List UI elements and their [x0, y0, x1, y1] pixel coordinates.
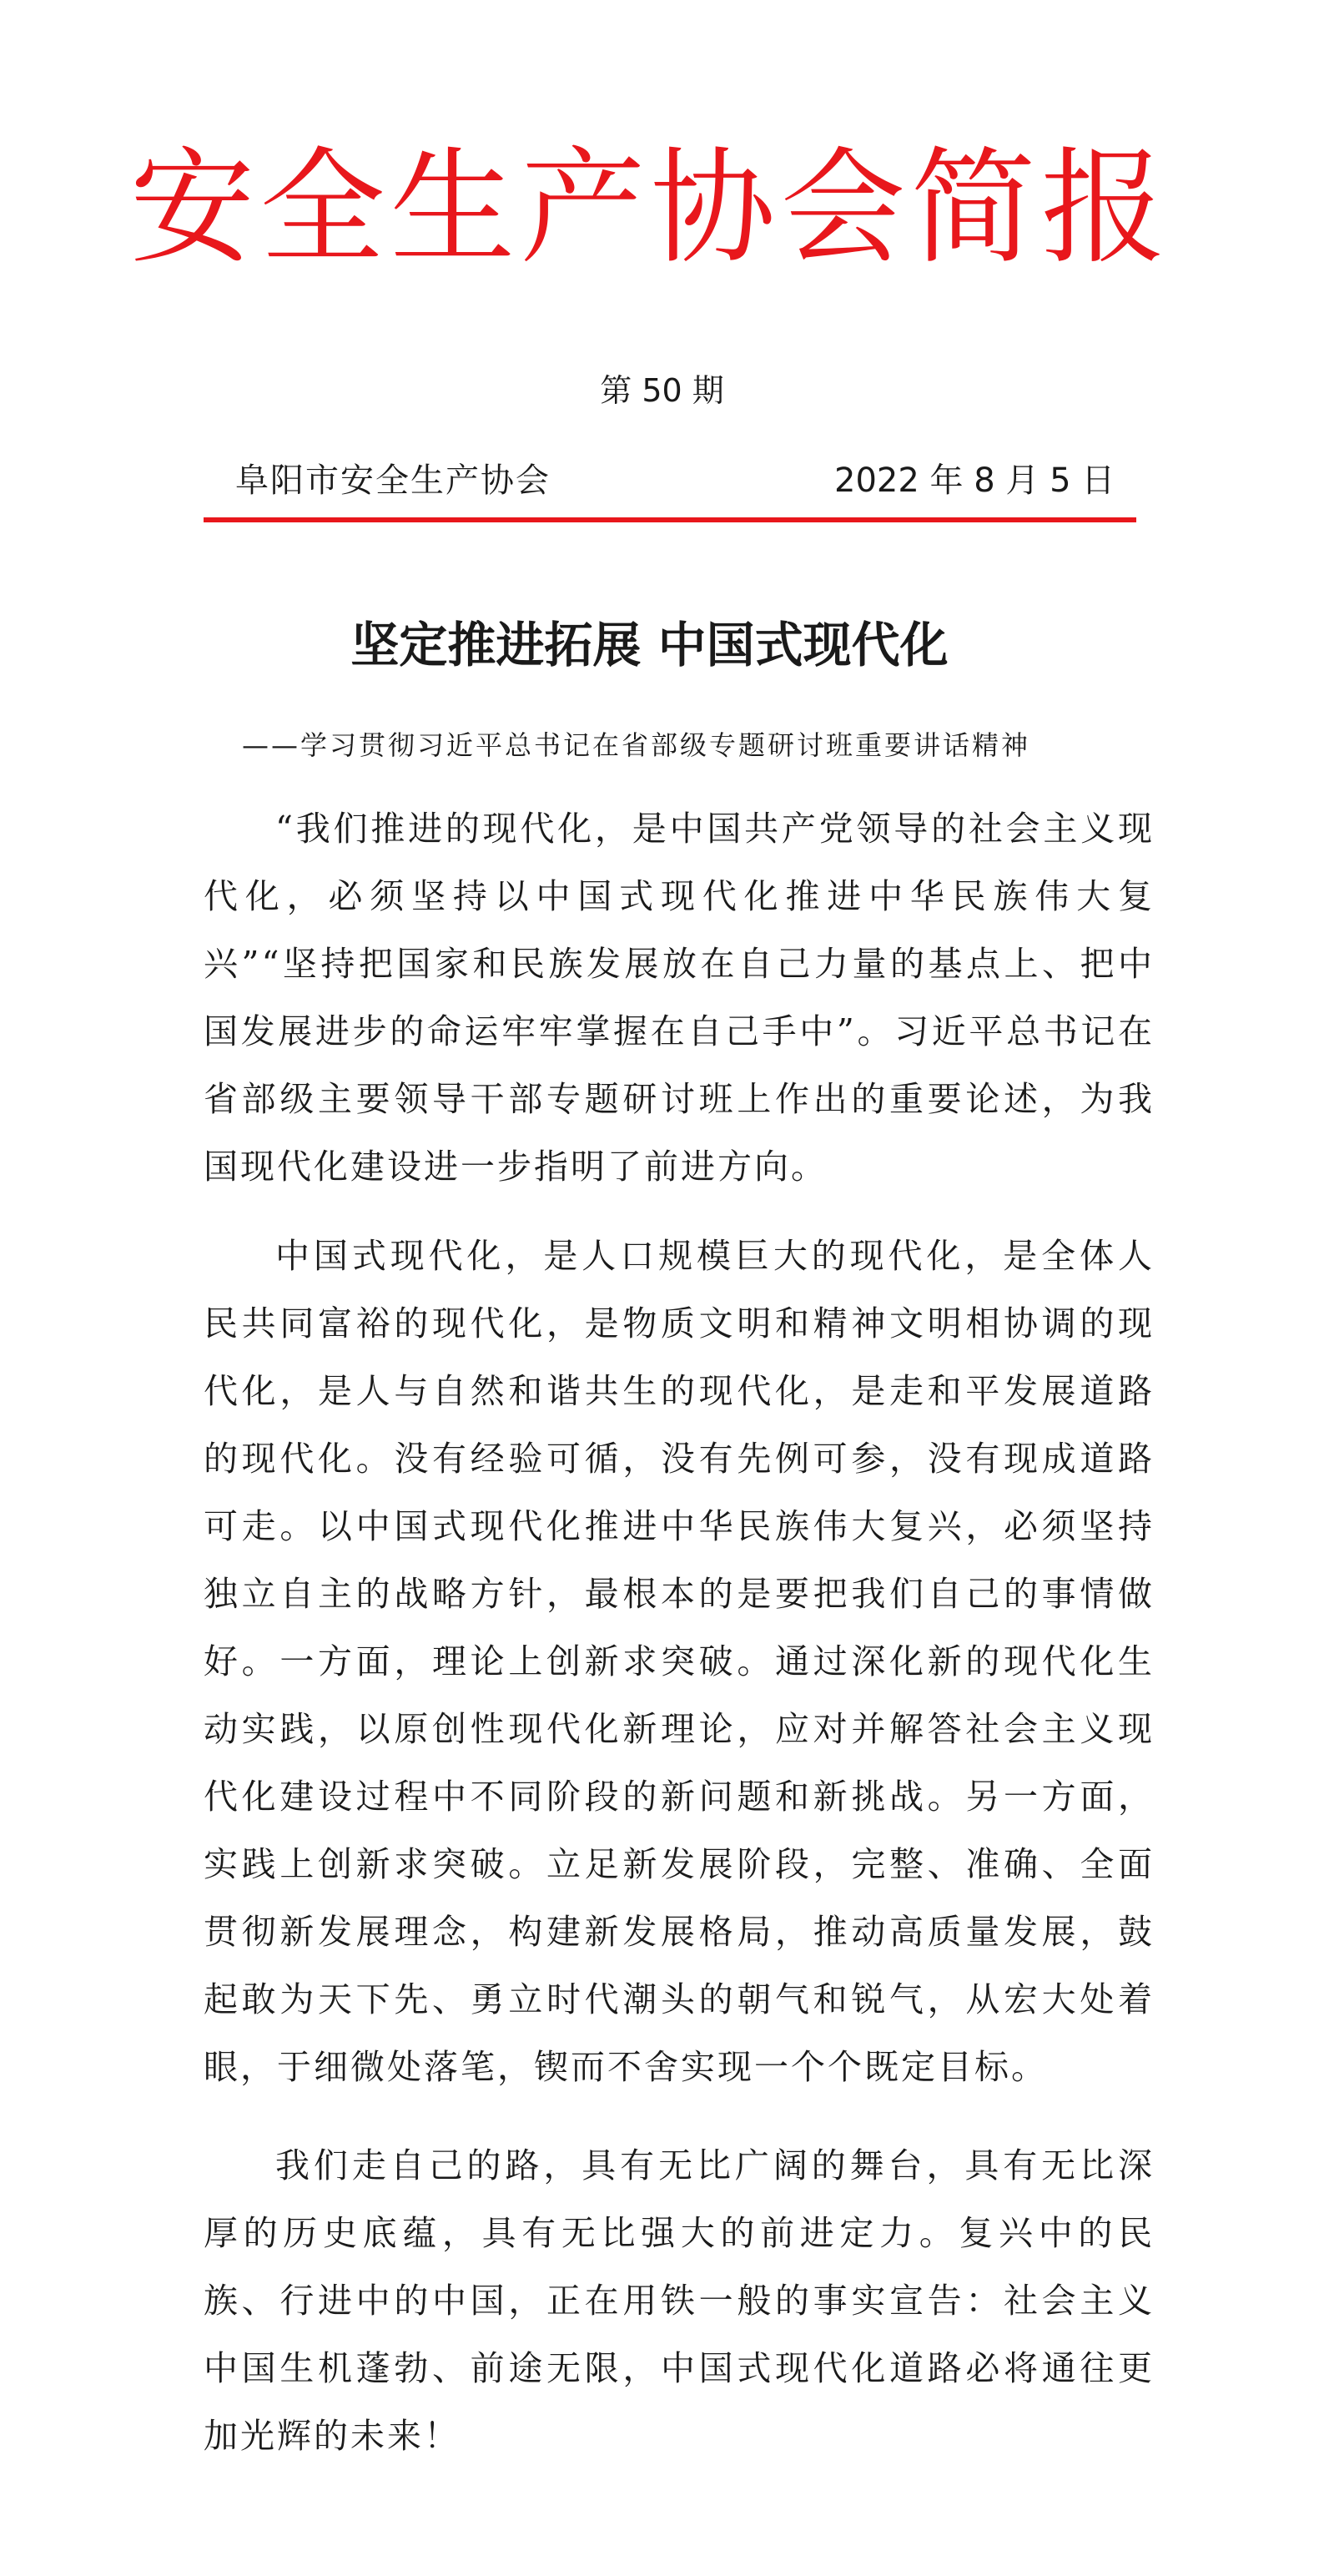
article-subtitle: ——学习贯彻习近平总书记在省部级专题研讨班重要讲话精神: [242, 729, 1031, 761]
article-paragraph: 中国式现代化，是人口规模巨大的现代化，是全体人民共同富裕的现代化，是物质文明和精神文明相协调的现代化，是人与自然和谐共生的现代化，是走和平发展道路的现代化。没有经验可循，没有先例可参，没有现成道路可走。以中国式现代化推进中华民族伟大复兴，必须坚持独立自主的战略方针，最根本的是要把我们自己的事情做好。一方面，理论上创新求突破。通过深化新的现代化生动实践，以原创性现代化新理论，应对并解答社会主义现代化建设过程中不同阶段的新问题和新挑战。另一方面，实践上创新求突破。立足新发展阶段，完整、准确、全面贯彻新发展理念，构建新发展格局，推动高质量发展，鼓起敢为天下先、勇立时代潮头的朝气和锐气，从宏大处着眼，于细微处落笔，锲而不舍实现一个个既定目标。: [204, 1236, 1155, 2087]
issue-date: 2022 年 8 月 5 日: [834, 461, 1115, 500]
red-divider-line: [204, 517, 1136, 522]
newsletter-masthead-title: 安全生产协会简报: [129, 136, 1171, 281]
article-title: 坚定推进拓展 中国式现代化: [350, 617, 949, 673]
article-paragraph: “我们推进的现代化，是中国共产党领导的社会主义现代化，必须坚持以中国式现代化推进中华民族伟大复兴”“坚持把国家和民族发展放在自己力量的基点上、把中国发展进步的命运牢牢掌握在自己手中”。习近平总书记在省部级主要领导干部专题研讨班上作出的重要论述，为我国现代化建设进一步指明了前进方向。: [204, 809, 1155, 1187]
issuing-organization: 阜阳市安全生产协会: [235, 461, 551, 500]
article-paragraph: 我们走自己的路，具有无比广阔的舞台，具有无比深厚的历史底蕴，具有无比强大的前进定力。复兴中的民族、行进中的中国，正在用铁一般的事实宣告：社会主义中国生机蓬勃、前途无限，中国式现代化道路必将通往更加光辉的未来！: [204, 2145, 1155, 2456]
issue-number: 第 50 期: [600, 372, 724, 409]
